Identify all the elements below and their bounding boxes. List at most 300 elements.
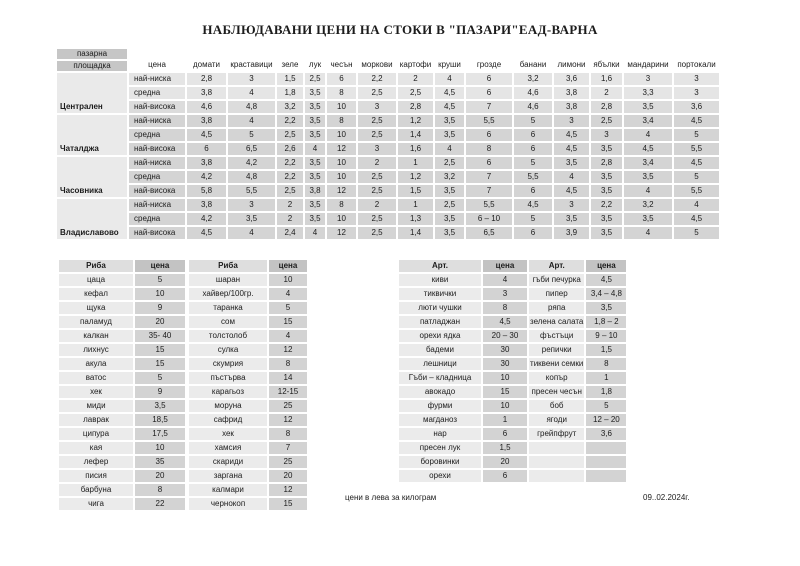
column-header: цена	[268, 259, 308, 273]
item-cell: лешници	[398, 357, 482, 371]
price-cell: 3,5	[553, 156, 590, 170]
item-cell: нар	[398, 427, 482, 441]
price-cell: 1,5	[397, 184, 434, 198]
item-cell: заргана	[188, 469, 268, 483]
price-cell: 7	[268, 441, 308, 455]
price-cell: 8	[482, 301, 528, 315]
price-cell: 4,5	[553, 142, 590, 156]
item-cell: лефер	[58, 455, 134, 469]
column-header: зеле	[276, 48, 304, 72]
price-cell: 2,4	[276, 226, 304, 240]
item-cell: барбуна	[58, 483, 134, 497]
item-cell: фурми	[398, 399, 482, 413]
price-cell: 10	[482, 371, 528, 385]
market-cell: Владиславово	[56, 198, 128, 240]
price-cell: 9	[134, 301, 186, 315]
price-cell: 4	[623, 184, 673, 198]
price-cell: 8	[465, 142, 513, 156]
price-cell: 1,8	[276, 86, 304, 100]
column-header: ябълки	[590, 48, 623, 72]
item-cell	[528, 455, 585, 469]
price-cell: 20	[268, 469, 308, 483]
price-type-cell: средна	[128, 128, 186, 142]
price-cell: 5,5	[465, 114, 513, 128]
item-cell: хамсия	[188, 441, 268, 455]
item-cell: калмари	[188, 483, 268, 497]
price-cell: 3	[673, 72, 720, 86]
price-cell: 4	[434, 72, 465, 86]
column-header: лимони	[553, 48, 590, 72]
price-cell: 12	[326, 142, 357, 156]
price-cell: 3,2	[513, 72, 553, 86]
table-row	[58, 371, 186, 385]
price-cell: 17,5	[134, 427, 186, 441]
price-cell: 2,2	[276, 170, 304, 184]
price-cell: 1	[397, 198, 434, 212]
item-cell: лаврак	[58, 413, 134, 427]
price-cell: 3,8	[186, 156, 227, 170]
price-cell: 8	[268, 357, 308, 371]
price-cell: 3,5	[590, 226, 623, 240]
price-cell: 30	[482, 343, 528, 357]
price-cell: 7	[465, 100, 513, 114]
price-cell: 2,2	[357, 72, 397, 86]
price-cell: 3,5	[590, 142, 623, 156]
price-cell: 4,2	[186, 170, 227, 184]
price-cell: 3	[357, 142, 397, 156]
price-cell: 5	[268, 301, 308, 315]
price-cell: 4	[304, 226, 326, 240]
item-cell: гъби печурка	[528, 273, 585, 287]
price-cell: 4,5	[553, 184, 590, 198]
item-cell: зелена салата	[528, 315, 585, 329]
column-header: лук	[304, 48, 326, 72]
price-cell: 2,5	[357, 114, 397, 128]
price-cell: 6 – 10	[465, 212, 513, 226]
item-cell: чернокоп	[188, 497, 268, 511]
price-cell: 3,5	[434, 128, 465, 142]
table-row	[188, 455, 308, 469]
price-cell: 12 – 20	[585, 413, 627, 427]
price-cell: 2	[397, 72, 434, 86]
column-header: Арт.	[528, 259, 585, 273]
price-cell: 4,5	[673, 156, 720, 170]
item-cell: пъстърва	[188, 371, 268, 385]
item-cell: ватос	[58, 371, 134, 385]
column-header: моркови	[357, 48, 397, 72]
price-cell: 3,5	[304, 128, 326, 142]
price-cell: 12	[326, 226, 357, 240]
table-row	[188, 273, 308, 287]
price-cell: 4	[227, 86, 276, 100]
price-cell: 3,8	[186, 198, 227, 212]
item-cell: карагьоз	[188, 385, 268, 399]
price-cell: 10	[326, 128, 357, 142]
item-cell: бадеми	[398, 343, 482, 357]
table-row	[56, 128, 720, 142]
table-row	[56, 72, 720, 86]
header-row	[58, 259, 186, 273]
table-row	[58, 357, 186, 371]
price-cell: 2,5	[357, 128, 397, 142]
price-type-cell: най-ниска	[128, 114, 186, 128]
price-cell: 3,5	[227, 212, 276, 226]
table-row	[398, 315, 627, 329]
table-row	[398, 441, 627, 455]
price-cell: 3,8	[186, 86, 227, 100]
table-row	[58, 315, 186, 329]
price-cell: 1	[397, 156, 434, 170]
price-cell: 2	[276, 198, 304, 212]
price-cell: 12	[268, 413, 308, 427]
price-cell: 4	[553, 170, 590, 184]
price-cell: 3	[553, 198, 590, 212]
item-cell: толстолоб	[188, 329, 268, 343]
price-cell	[585, 441, 627, 455]
price-cell: 4,5	[623, 142, 673, 156]
table-row	[58, 273, 186, 287]
item-cell: киви	[398, 273, 482, 287]
price-cell: 1,4	[397, 226, 434, 240]
price-cell: 2,5	[590, 114, 623, 128]
price-cell: 4,5	[585, 273, 627, 287]
column-header: мандарини	[623, 48, 673, 72]
table-row	[58, 385, 186, 399]
price-cell: 5	[673, 226, 720, 240]
table-row	[58, 483, 186, 497]
price-cell: 3,6	[553, 72, 590, 86]
price-cell: 10	[134, 287, 186, 301]
price-cell: 3,5	[590, 170, 623, 184]
item-cell: щука	[58, 301, 134, 315]
price-cell: 25	[268, 399, 308, 413]
price-type-cell: средна	[128, 86, 186, 100]
price-cell: 6	[326, 72, 357, 86]
price-cell: 14	[268, 371, 308, 385]
price-cell: 20	[134, 315, 186, 329]
price-type-cell: най-висока	[128, 100, 186, 114]
price-cell: 4,5	[186, 226, 227, 240]
price-cell: 3	[553, 114, 590, 128]
item-cell: шаран	[188, 273, 268, 287]
price-cell: 12	[268, 343, 308, 357]
item-cell: магданоз	[398, 413, 482, 427]
price-cell: 3,5	[304, 86, 326, 100]
column-header: Арт.	[398, 259, 482, 273]
price-cell: 4	[227, 114, 276, 128]
table-row	[398, 469, 627, 483]
table-row	[58, 287, 186, 301]
price-cell: 1,8	[585, 385, 627, 399]
price-cell: 3,4	[623, 156, 673, 170]
table-row	[58, 413, 186, 427]
item-cell: акула	[58, 357, 134, 371]
price-cell: 3,2	[623, 198, 673, 212]
price-cell: 2,5	[357, 212, 397, 226]
price-cell: 4,8	[227, 170, 276, 184]
price-cell: 3,5	[553, 212, 590, 226]
fish-table-1	[57, 258, 187, 512]
price-cell: 12-15	[268, 385, 308, 399]
table-row	[188, 357, 308, 371]
price-cell: 3	[227, 72, 276, 86]
price-cell: 3,5	[434, 184, 465, 198]
table-row	[188, 497, 308, 511]
price-cell: 5	[673, 128, 720, 142]
price-cell: 6	[465, 128, 513, 142]
table-row	[56, 142, 720, 156]
price-cell: 3,5	[304, 156, 326, 170]
price-cell: 3,5	[304, 170, 326, 184]
price-cell: 6	[513, 226, 553, 240]
price-cell: 1,8 – 2	[585, 315, 627, 329]
price-cell: 2	[276, 212, 304, 226]
price-cell: 5,8	[186, 184, 227, 198]
price-cell: 6	[465, 86, 513, 100]
price-cell: 10	[326, 212, 357, 226]
column-header: круши	[434, 48, 465, 72]
price-cell: 1,6	[397, 142, 434, 156]
price-cell: 10	[134, 441, 186, 455]
market-cell: Чаталджа	[56, 114, 128, 156]
item-cell: таранка	[188, 301, 268, 315]
item-cell: орехи	[398, 469, 482, 483]
price-cell: 6	[482, 427, 528, 441]
column-header: цена	[134, 259, 186, 273]
header-row	[398, 259, 627, 273]
table-row	[188, 413, 308, 427]
item-cell: фъстъци	[528, 329, 585, 343]
item-cell: пресен лук	[398, 441, 482, 455]
table-row	[58, 399, 186, 413]
price-cell: 1,2	[397, 170, 434, 184]
price-cell: 5,5	[673, 184, 720, 198]
table-row	[58, 469, 186, 483]
price-type-cell: най-висока	[128, 142, 186, 156]
price-cell: 8	[326, 198, 357, 212]
price-cell: 4	[623, 128, 673, 142]
item-cell: моруна	[188, 399, 268, 413]
table-row	[188, 441, 308, 455]
table-row	[188, 427, 308, 441]
item-cell: хек	[58, 385, 134, 399]
price-cell: 3,9	[553, 226, 590, 240]
price-type-cell: най-ниска	[128, 72, 186, 86]
column-header: цена	[128, 48, 186, 72]
price-cell: 3,5	[304, 198, 326, 212]
table-row	[188, 469, 308, 483]
price-cell: 6	[482, 469, 528, 483]
price-cell: 4,5	[553, 128, 590, 142]
item-cell: хек	[188, 427, 268, 441]
item-cell: калкан	[58, 329, 134, 343]
price-cell: 5	[134, 371, 186, 385]
price-cell: 2,5	[357, 86, 397, 100]
price-cell: 15	[268, 497, 308, 511]
table-row	[398, 357, 627, 371]
table-row	[188, 287, 308, 301]
item-cell	[528, 441, 585, 455]
price-cell: 3,6	[673, 100, 720, 114]
price-cell: 2,8	[397, 100, 434, 114]
price-type-cell: средна	[128, 212, 186, 226]
item-cell: репички	[528, 343, 585, 357]
item-cell: цаца	[58, 273, 134, 287]
price-cell: 2,6	[276, 142, 304, 156]
price-cell: 3,5	[585, 301, 627, 315]
price-cell: 2,8	[590, 156, 623, 170]
price-cell: 3,6	[585, 427, 627, 441]
price-cell: 10	[268, 273, 308, 287]
document-date: 09..02.2024г.	[643, 493, 690, 502]
market-cell: Часовника	[56, 156, 128, 198]
price-type-cell: най-висока	[128, 184, 186, 198]
price-cell: 4	[434, 142, 465, 156]
item-cell: сафрид	[188, 413, 268, 427]
price-cell: 4	[304, 142, 326, 156]
table-row	[56, 156, 720, 170]
price-cell: 15	[268, 315, 308, 329]
price-cell: 5,5	[227, 184, 276, 198]
price-cell: 35	[134, 455, 186, 469]
corner-header-line1: пазарна	[56, 48, 128, 60]
price-cell: 20 – 30	[482, 329, 528, 343]
item-cell: сулка	[188, 343, 268, 357]
price-cell: 4,5	[186, 128, 227, 142]
price-cell: 3,8	[553, 100, 590, 114]
table-row	[188, 399, 308, 413]
table-row	[188, 385, 308, 399]
art-table	[397, 258, 628, 484]
price-cell: 3	[623, 72, 673, 86]
price-cell: 2,2	[276, 114, 304, 128]
table-row	[398, 301, 627, 315]
price-cell	[585, 455, 627, 469]
price-cell: 9	[134, 385, 186, 399]
price-cell: 8	[268, 427, 308, 441]
price-cell: 5	[134, 273, 186, 287]
price-cell: 3,5	[623, 170, 673, 184]
table-row	[58, 427, 186, 441]
price-cell: 3,4	[623, 114, 673, 128]
price-cell: 4,2	[186, 212, 227, 226]
table-row	[398, 371, 627, 385]
column-header: чесън	[326, 48, 357, 72]
table-row	[398, 273, 627, 287]
price-cell: 2,5	[357, 184, 397, 198]
table-row	[58, 329, 186, 343]
column-header: Риба	[58, 259, 134, 273]
table-row	[56, 212, 720, 226]
price-cell: 3,8	[553, 86, 590, 100]
price-cell: 3	[357, 100, 397, 114]
price-cell: 2	[357, 198, 397, 212]
column-header: Риба	[188, 259, 268, 273]
price-cell: 2,5	[434, 156, 465, 170]
column-header: грозде	[465, 48, 513, 72]
item-cell: тиквени семки	[528, 357, 585, 371]
price-cell: 1,6	[590, 72, 623, 86]
table-row	[188, 315, 308, 329]
price-cell: 15	[134, 343, 186, 357]
price-cell: 3,5	[434, 114, 465, 128]
price-cell: 1,3	[397, 212, 434, 226]
price-cell: 10	[326, 100, 357, 114]
item-cell: ягоди	[528, 413, 585, 427]
table-row	[56, 226, 720, 240]
table-row	[56, 100, 720, 114]
table-row	[398, 287, 627, 301]
price-cell: 4	[227, 226, 276, 240]
price-cell: 3	[590, 128, 623, 142]
price-cell: 8	[134, 483, 186, 497]
price-cell: 5,5	[673, 142, 720, 156]
price-cell: 4,8	[227, 100, 276, 114]
price-cell: 3,5	[304, 212, 326, 226]
price-cell: 3,5	[623, 100, 673, 114]
price-cell: 5	[585, 399, 627, 413]
price-cell: 1	[482, 413, 528, 427]
price-cell: 3,5	[590, 212, 623, 226]
table-row	[56, 184, 720, 198]
price-cell: 10	[482, 399, 528, 413]
table-row	[58, 441, 186, 455]
price-cell: 4,6	[513, 100, 553, 114]
price-cell: 7	[465, 184, 513, 198]
table-row	[188, 329, 308, 343]
price-cell: 4,6	[186, 100, 227, 114]
price-cell: 5,5	[513, 170, 553, 184]
price-cell: 3,8	[304, 184, 326, 198]
column-header: картофи	[397, 48, 434, 72]
price-cell: 1,5	[276, 72, 304, 86]
item-cell: ряпа	[528, 301, 585, 315]
price-cell: 3,8	[186, 114, 227, 128]
table-row	[56, 114, 720, 128]
table-row	[188, 483, 308, 497]
price-cell: 35- 40	[134, 329, 186, 343]
item-cell: скумрия	[188, 357, 268, 371]
price-cell: 20	[134, 469, 186, 483]
price-cell: 3,5	[434, 212, 465, 226]
price-cell: 8	[585, 357, 627, 371]
price-cell: 20	[482, 455, 528, 469]
price-cell: 3,3	[623, 86, 673, 100]
price-cell: 2,5	[357, 226, 397, 240]
price-cell: 4,5	[482, 315, 528, 329]
item-cell: орехи ядка	[398, 329, 482, 343]
price-cell: 2,5	[276, 184, 304, 198]
page-title: НАБЛЮДАВАНИ ЦЕНИ НА СТОКИ В "ПАЗАРИ"ЕАД-ВАРНА	[202, 22, 598, 37]
item-cell: авокадо	[398, 385, 482, 399]
column-header: домати	[186, 48, 227, 72]
item-cell: тиквички	[398, 287, 482, 301]
table-row	[58, 497, 186, 511]
corner-header-line2: площадка	[56, 60, 128, 72]
item-cell: грейпфрут	[528, 427, 585, 441]
main-price-table	[55, 47, 721, 241]
item-cell: люти чушки	[398, 301, 482, 315]
price-cell: 22	[134, 497, 186, 511]
item-cell: Гъби – кладница	[398, 371, 482, 385]
table-row	[188, 301, 308, 315]
price-cell: 2,8	[186, 72, 227, 86]
price-cell: 12	[268, 483, 308, 497]
item-cell: боб	[528, 399, 585, 413]
price-cell: 6,5	[227, 142, 276, 156]
fish-table-2	[187, 258, 309, 512]
price-cell: 15	[134, 357, 186, 371]
